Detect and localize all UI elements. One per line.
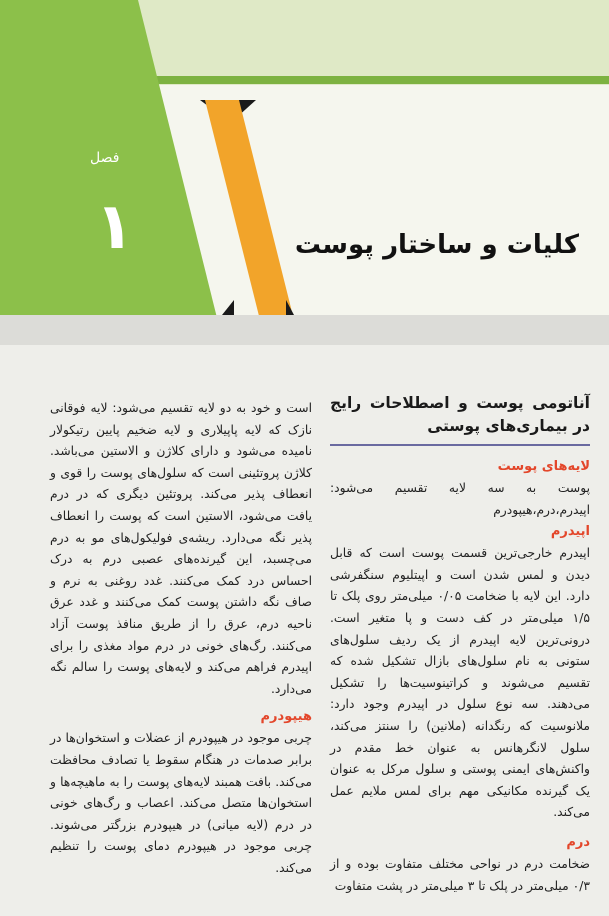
header-light-band bbox=[135, 0, 609, 85]
section-title: آناتومی پوست و اصطلاحات رایج در بیماری‌های پوستی bbox=[330, 392, 590, 446]
left-column bbox=[50, 398, 312, 879]
paragraph-dermis: ضخامت درم در نواحی مختلف متفاوت بوده و از ۰/۳ میلی‌متر در پلک تا ۳ میلی‌متر در پشت متفاوت bbox=[330, 856, 590, 893]
paragraph-epidermis: اپیدرم خارجی‌ترین قسمت پوست است که قابل دیدن و لمس شدن است و اپیتلیوم سنگفرشی دارد. این لایه با ضخامت ۰/۰۵ میلی‌متر روی پلک تا ۱/۵ میلی‌متر در کف دست و پا متغیر است. درونی‌ترین لایه اپیدرم از یک ردیف سلول‌های ستونی به نام سلول‌های بازال تشکیل شده که تقسیم می‌شوند و کراتینوسیت‌ها را تشکیل می‌دهند. سه نوع سلول در اپیدرم وجود دارد: ملانوسیت که رنگدانه (ملانین) را سنتز می‌کند، سلول لانگرهانس به عنوان خط مقدم در واکنش‌های ایمنی پوستی و سلول مرکل به عنوان یک گیرنده مکانیکی مهم برای لمس ملایم عمل می‌کند. bbox=[330, 546, 590, 820]
subheading-epidermis: اپیدرم bbox=[550, 524, 590, 540]
paragraph-hypodermis: چربی موجود در هیپودرم از عضلات و استخوان‌ها در برابر صدمات در هنگام سقوط یا تصادف محافظت می‌کند. بافت همبند لایه‌های پوست را به ماهیچه‌ها و استخوان‌ها متصل می‌کند. اعصاب و رگ‌های خونی در درم (لایه میانی) در هیپودرم بزرگتر می‌شوند. چربی موجود در هیپودرم دمای پوست را تنظیم می‌کند. bbox=[50, 731, 312, 875]
paragraph-dermis-continued: است و خود به دو لایه تقسیم می‌شود: لایه فوقانی نازک که لایه پاپیلاری و لایه ضخیم پایین رتیکولار نامیده می‌شود و دارای کلاژن و الاستین می‌باشد. کلاژن پروتئینی است که سلول‌های پوست را قوی و انعطاف پذیر می‌کند. پروتئین دیگری که در درم یافت می‌شود، الاستین است که پوست را انعطاف پذیر نگه می‌دارد. ریشه‌ی فولیکول‌های مو به درم می‌چسبد، این گیرنده‌های عصبی درم به درک احساس درد کمک می‌کنند. غدد روغنی به نرم و صاف نگه داشتن پوست کمک می‌کنند و غدد عرق ناحیه درم، عرق را از طریق منافذ پوست آزاد می‌کنند. رگ‌های خونی در درم مواد مغذی را برای اپیدرم فراهم می‌کند و لایه‌های پوست را سالم نگه می‌دارد. bbox=[50, 401, 312, 696]
chapter-title: کلیات و ساختار پوست bbox=[294, 230, 579, 260]
subheading-dermis: درم bbox=[566, 834, 590, 850]
paragraph-layers: پوست به سه لایه تقسیم می‌شود: اپیدرم،درم،هیپودرم bbox=[330, 481, 590, 517]
subheading-hypodermis: هیپودرم bbox=[260, 709, 312, 725]
chapter-number: ۱ bbox=[95, 190, 135, 264]
header-bottom-band bbox=[0, 315, 609, 345]
right-column bbox=[330, 392, 590, 897]
header-green-line bbox=[140, 76, 609, 84]
subheading-layers: لایه‌های پوست bbox=[497, 459, 590, 474]
chapter-label: فصل bbox=[90, 150, 120, 166]
